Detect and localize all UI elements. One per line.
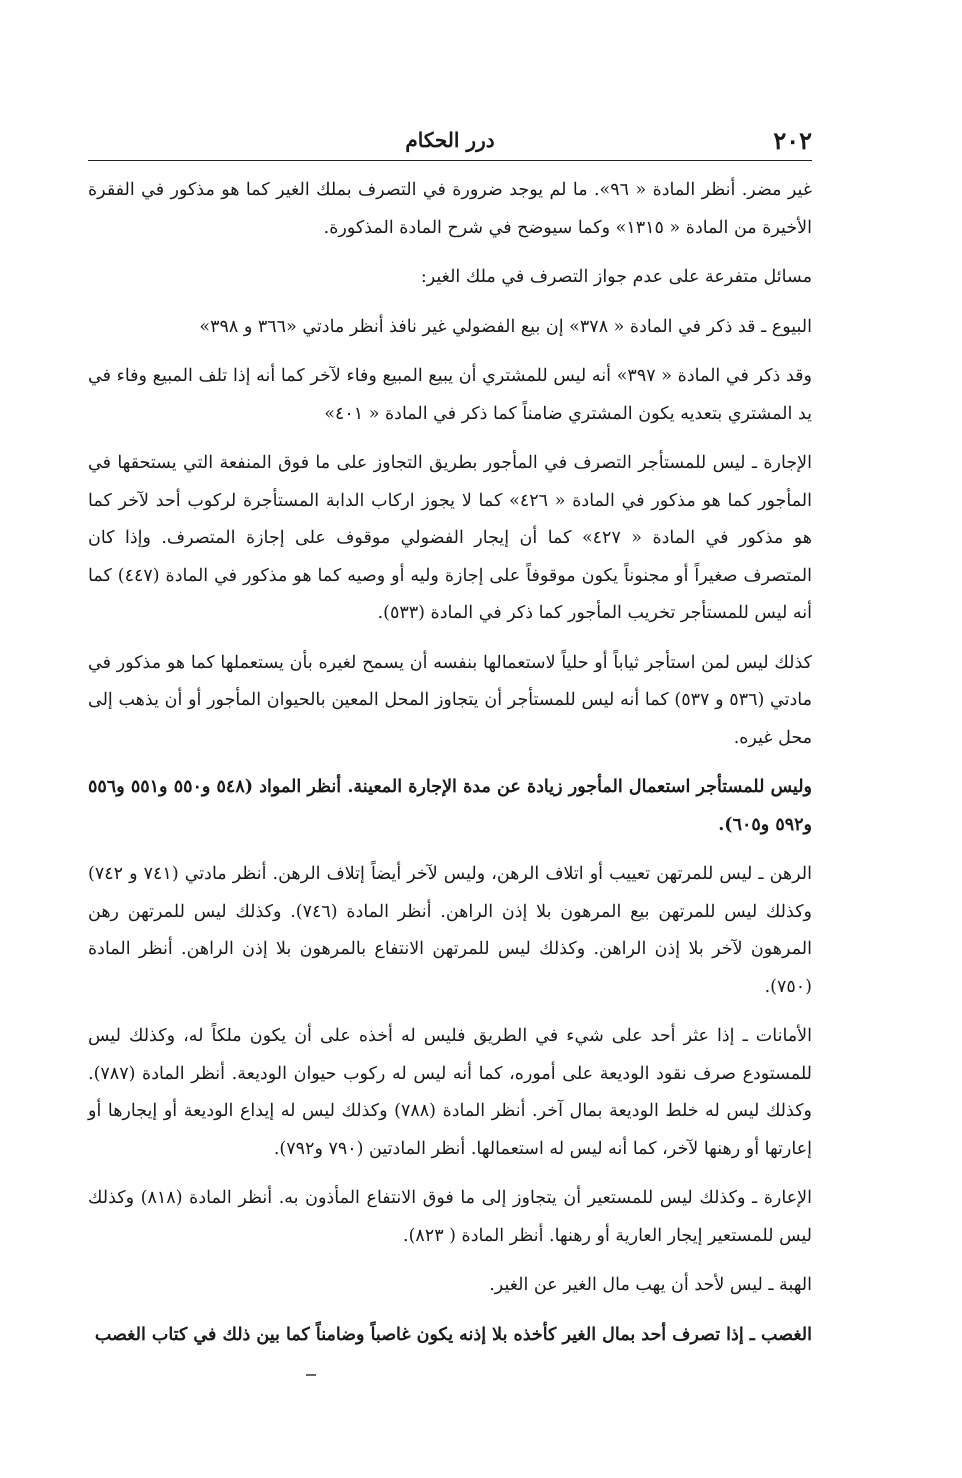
paragraph-lease-3 [88,769,812,844]
paragraph-text: الأمانات ـ إذا عثر أحد على شيء في الطريق فليس له أخذه على أن يكون ملكاً له، وكذلك ليس للمستودع صرف نقود الوديعة على أموره، كما أنه ليس له ركوب حيوان الوديعة. أنظر المادة (٧٨٧). وكذلك ليس له خلط الوديعة بمال آخر. أنظر المادة (٧٨٨) وكذلك ليس له إيداع الوديعة أو إيجارها أو إعارتها أو رهنها لآخر، كما أنه ليس له استعمالها. أنظر المادتين (٧٩٠ و٧٩٢). [88,1026,812,1159]
paragraph-text: الإجارة ـ ليس للمستأجر التصرف في المأجور بطريق التجاوز على ما فوق المنفعة التي يستحقها في المأجور كما هو مذكور في المادة « ٤٢٦» كما لا يجوز اركاب الدابة المستأجرة لركوب أحد لآخر كما هو مذكور في المادة « ٤٢٧» كما أن إيجار الفضولي موقوف على إجازة المتصرف. وإذا كان المتصرف صغيراً أو مجنوناً يكون موقوفاً على إجازة وليه أو وصيه كما هو مذكور في المادة (٤٤٧) كما أنه ليس للمستأجر تخريب المأجور كما ذكر في المادة (٥٣٣). [88,453,813,623]
paragraph-text: البيوع ـ قد ذكر في المادة « ٣٧٨» إن بيع الفضولي غير نافذ أنظر مادتي «٣٦٦ و ٣٩٨» [199,316,812,337]
page-body [88,172,812,1366]
paragraph-text: الإعارة ـ وكذلك ليس للمستعير أن يتجاوز إلى ما فوق الانتفاع المأذون به. أنظر المادة (٨١٨) وكذلك ليس للمستعير إيجار العارية أو رهنها. أنظر المادة ( ٨٢٣). [88,1188,812,1246]
paragraph-loan [88,1180,812,1255]
paragraph-usurpation [88,1317,812,1355]
paragraph-text: وقد ذكر في المادة « ٣٩٧» أنه ليس للمشتري أن يبيع المبيع وفاء لآخر كما أنه إذا تلف المبيع وفاء في يد المشتري بتعديه يكون المشتري ضامناً كما ذكر في المادة « ٤٠١» [88,366,812,424]
paragraph-text: مسائل متفرعة على عدم جواز التصرف في ملك الغير: [420,267,812,287]
paragraph-sales [88,309,812,347]
paragraph-pledge [88,856,812,1006]
running-title: درر الحكام [405,128,495,152]
paragraph-lease-2 [88,645,812,758]
paragraph-text: كذلك ليس لمن استأجر ثياباً أو حلياً لاستعمالها بنفسه أن يسمح لغيره بأن يستعملها كما هو مذكور في مادتي (٥٣٦ و ٥٣٧) كما أنه ليس للمستأجر أن يتجاوز المحل المعين بالحيوان المأجور أو أن يذهب إلى محل غيره. [88,652,812,748]
paragraph-sales-2 [88,358,812,433]
paragraph-intro [88,172,812,247]
stray-mark [306,1374,316,1376]
paragraph-lease [88,445,812,633]
paragraph-text: غير مضر. أنظر المادة « ٩٦». ما لم يوجد ضرورة في التصرف بملك الغير كما هو مذكور في الفقرة الأخيرة من المادة « ١٣١٥» وكما سيوضح في شرح المادة المذكورة. [88,180,812,238]
paragraph-gift [88,1267,812,1305]
paragraph-text: وليس للمستأجر استعمال المأجور زيادة عن مدة الإجارة المعينة. أنظر المواد (٥٤٨ و٥٥٠ و٥٥١ و٥٥٦ و٥٩٢ و٦٠٥). [88,777,812,835]
paragraph-deposits [88,1018,812,1168]
paragraph-text: الهبة ـ ليس لأحد أن يهب مال الغير عن الغير. [489,1275,812,1295]
paragraph-text: الرهن ـ ليس للمرتهن تعييب أو اتلاف الرهن، وليس لآخر أيضاً إتلاف الرهن. أنظر مادتي (٧٤١ و ٧٤٢) وكذلك ليس للمرتهن بيع المرهون بلا إذن الراهن. أنظر المادة (٧٤٦). وكذلك ليس للمرتهن رهن المرهون لآخر بلا إذن الراهن. وكذلك ليس للمرتهن الانتفاع بالمرهون بلا إذن الراهن. أنظر المادة (٧٥٠). [88,864,813,997]
page-number: ٢٠٢ [773,126,812,155]
page-header [88,124,812,161]
paragraph-text: الغصب ـ إذا تصرف أحد بمال الغير كأخذه بلا إذنه يكون غاصباً وضامناً كما بين ذلك في كتاب الغصب [94,1324,812,1345]
paragraph-section-heading [88,259,812,297]
